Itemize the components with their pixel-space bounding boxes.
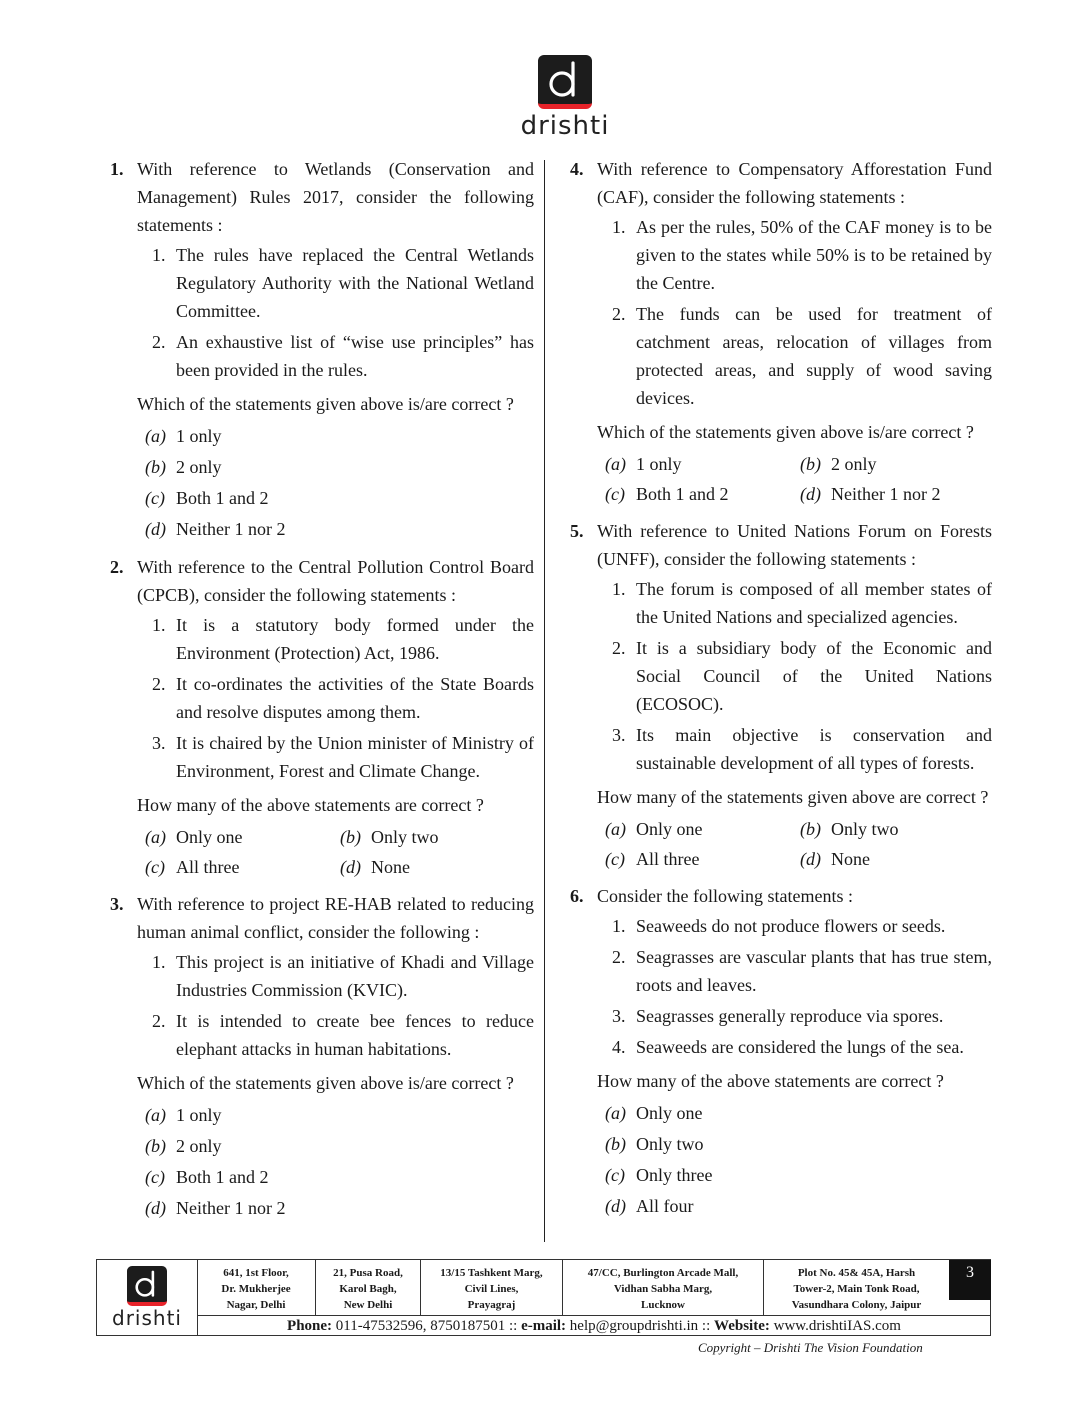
question-1 (110, 155, 534, 545)
right-column (570, 155, 992, 1230)
address-karol-bagh: 21, Pusa Road, Karol Bagh, New Delhi (316, 1260, 421, 1315)
question-number: 4. (570, 159, 584, 179)
question-3 (110, 890, 534, 1224)
copyright-notice: Copyright – Drishti The Vision Foundation (698, 1340, 923, 1355)
question-number: 3. (110, 894, 124, 914)
option-d: (d) Neither 1 nor 2 (145, 519, 286, 539)
question-4 (570, 155, 992, 509)
question-stem: With reference to Compensatory Afforestation Fund (CAF), consider the following statements : (597, 159, 992, 207)
option-a: (a) 1 only (145, 426, 222, 446)
address-prayagraj: 13/15 Tashkent Marg, Civil Lines, Prayagraj (421, 1260, 563, 1315)
statement: 2. It co-ordinates the activities of the State Boards and resolve disputes among them. (152, 674, 534, 722)
statement: 2. The funds can be used for treatment of catchment areas, relocation of villages from protected areas, and supply of wood saving devices. (612, 304, 992, 408)
statement: 2. It is a subsidiary body of the Economic and Social Council of the United Nations (ECOSOC). (612, 638, 992, 714)
option-d: (d) All four (605, 1196, 694, 1216)
statement: 2. An exhaustive list of “wise use principles” has been provided in the rules. (152, 332, 534, 380)
question-6 (570, 882, 992, 1222)
footer-logo (97, 1260, 198, 1336)
contact-line: Phone: 011-47532596, 8750187501 :: e-mail: help@groupdrishti.in :: Website: www.drishtiIAS.com (197, 1315, 991, 1337)
option-c: (c) All three (145, 857, 240, 877)
option-a: (a) 1 only (145, 1105, 222, 1125)
question-ask: How many of the statements given above are correct ? (597, 787, 989, 807)
statement: 1. It is a statutory body formed under the Environment (Protection) Act, 1986. (152, 615, 534, 663)
option-b: (b) Only two (800, 819, 899, 839)
question-stem: With reference to the Central Pollution Control Board (CPCB), consider the following statements : (137, 557, 534, 605)
drishti-logo-icon (538, 55, 592, 109)
question-2 (110, 553, 534, 882)
statement: 2. It is intended to create bee fences to reduce elephant attacks in human habitations. (152, 1011, 534, 1059)
statement: 1. This project is an initiative of Khadi and Village Industries Commission (KVIC). (152, 952, 534, 1000)
option-c: (c) Both 1 and 2 (145, 1167, 269, 1187)
address-lucknow: 47/CC, Burlington Arcade Mall, Vidhan Sabha Marg, Lucknow (563, 1260, 764, 1315)
question-stem: Consider the following statements : (597, 886, 853, 906)
option-a: (a) Only one (605, 1103, 703, 1123)
address-delhi-mukherjee: 641, 1st Floor, Dr. Mukherjee Nagar, Delhi (197, 1260, 316, 1315)
option-b: (b) Only two (605, 1134, 704, 1154)
question-ask: Which of the statements given above is/are correct ? (137, 394, 514, 414)
option-b: (b) 2 only (145, 1136, 222, 1156)
question-number: 1. (110, 159, 124, 179)
statement: 3. Seagrasses generally reproduce via spores. (612, 1006, 944, 1026)
question-number: 6. (570, 886, 584, 906)
question-number: 2. (110, 557, 124, 577)
statement: 2. Seagrasses are vascular plants that has true stem, roots and leaves. (612, 947, 992, 995)
question-5 (570, 517, 992, 874)
option-a: (a) Only one (145, 827, 243, 847)
question-stem: With reference to United Nations Forum on Forests (UNFF), consider the following statements : (597, 521, 992, 569)
option-c: (c) Only three (605, 1165, 713, 1185)
question-stem: With reference to project RE-HAB related to reducing human animal conflict, consider the following : (137, 894, 534, 942)
column-divider (544, 160, 545, 1242)
address-jaipur: Plot No. 45& 45A, Harsh Tower-2, Main Tonk Road, Vasundhara Colony, Jaipur (791, 1267, 922, 1311)
option-d: (d) Neither 1 nor 2 (145, 1198, 286, 1218)
option-c: (c) Both 1 and 2 (145, 488, 269, 508)
page-number: 3 (949, 1260, 991, 1300)
brand-wordmark: drishti (520, 111, 610, 141)
statement: 3. It is chaired by the Union minister of Ministry of Environment, Forest and Climate Change. (152, 733, 534, 781)
brand-wordmark: drishti (112, 1306, 182, 1330)
question-number: 5. (570, 521, 584, 541)
option-a: (a) 1 only (605, 454, 682, 474)
question-ask: Which of the statements given above is/are correct ? (137, 1073, 514, 1093)
statement: 1. The forum is composed of all member states of the United Nations and specialized agencies. (612, 579, 992, 627)
email-link[interactable]: help@groupdrishti.in :: (569, 1318, 711, 1334)
option-d: (d) Neither 1 nor 2 (800, 484, 941, 504)
option-b: (b) 2 only (800, 454, 877, 474)
option-c: (c) Both 1 and 2 (605, 484, 729, 504)
page-footer (96, 1259, 991, 1336)
website-link[interactable]: www.drishtiIAS.com (773, 1318, 901, 1334)
option-c: (c) All three (605, 849, 700, 869)
question-stem: With reference to Wetlands (Conservation and Management) Rules 2017, consider the following statements : (137, 159, 534, 235)
statement: 3. Its main objective is conservation and sustainable development of all types of forests. (612, 725, 992, 773)
option-d: (d) None (340, 857, 410, 877)
option-a: (a) Only one (605, 819, 703, 839)
statement: 1. The rules have replaced the Central Wetlands Regulatory Authority with the National Wetland Committee. (152, 245, 534, 321)
statement: 4. Seaweeds are considered the lungs of the sea. (612, 1037, 964, 1057)
statement: 1. As per the rules, 50% of the CAF money is to be given to the states while 50% is to be retained by the Centre. (612, 217, 992, 293)
question-ask: Which of the statements given above is/are correct ? (597, 422, 974, 442)
option-b: (b) Only two (340, 827, 439, 847)
question-ask: How many of the above statements are correct ? (137, 795, 484, 815)
question-ask: How many of the above statements are correct ? (597, 1071, 944, 1091)
statement: 1. Seaweeds do not produce flowers or seeds. (612, 916, 946, 936)
header-logo (510, 55, 620, 141)
left-column (110, 155, 534, 1232)
option-b: (b) 2 only (145, 457, 222, 477)
option-d: (d) None (800, 849, 870, 869)
drishti-logo-icon (127, 1266, 167, 1306)
